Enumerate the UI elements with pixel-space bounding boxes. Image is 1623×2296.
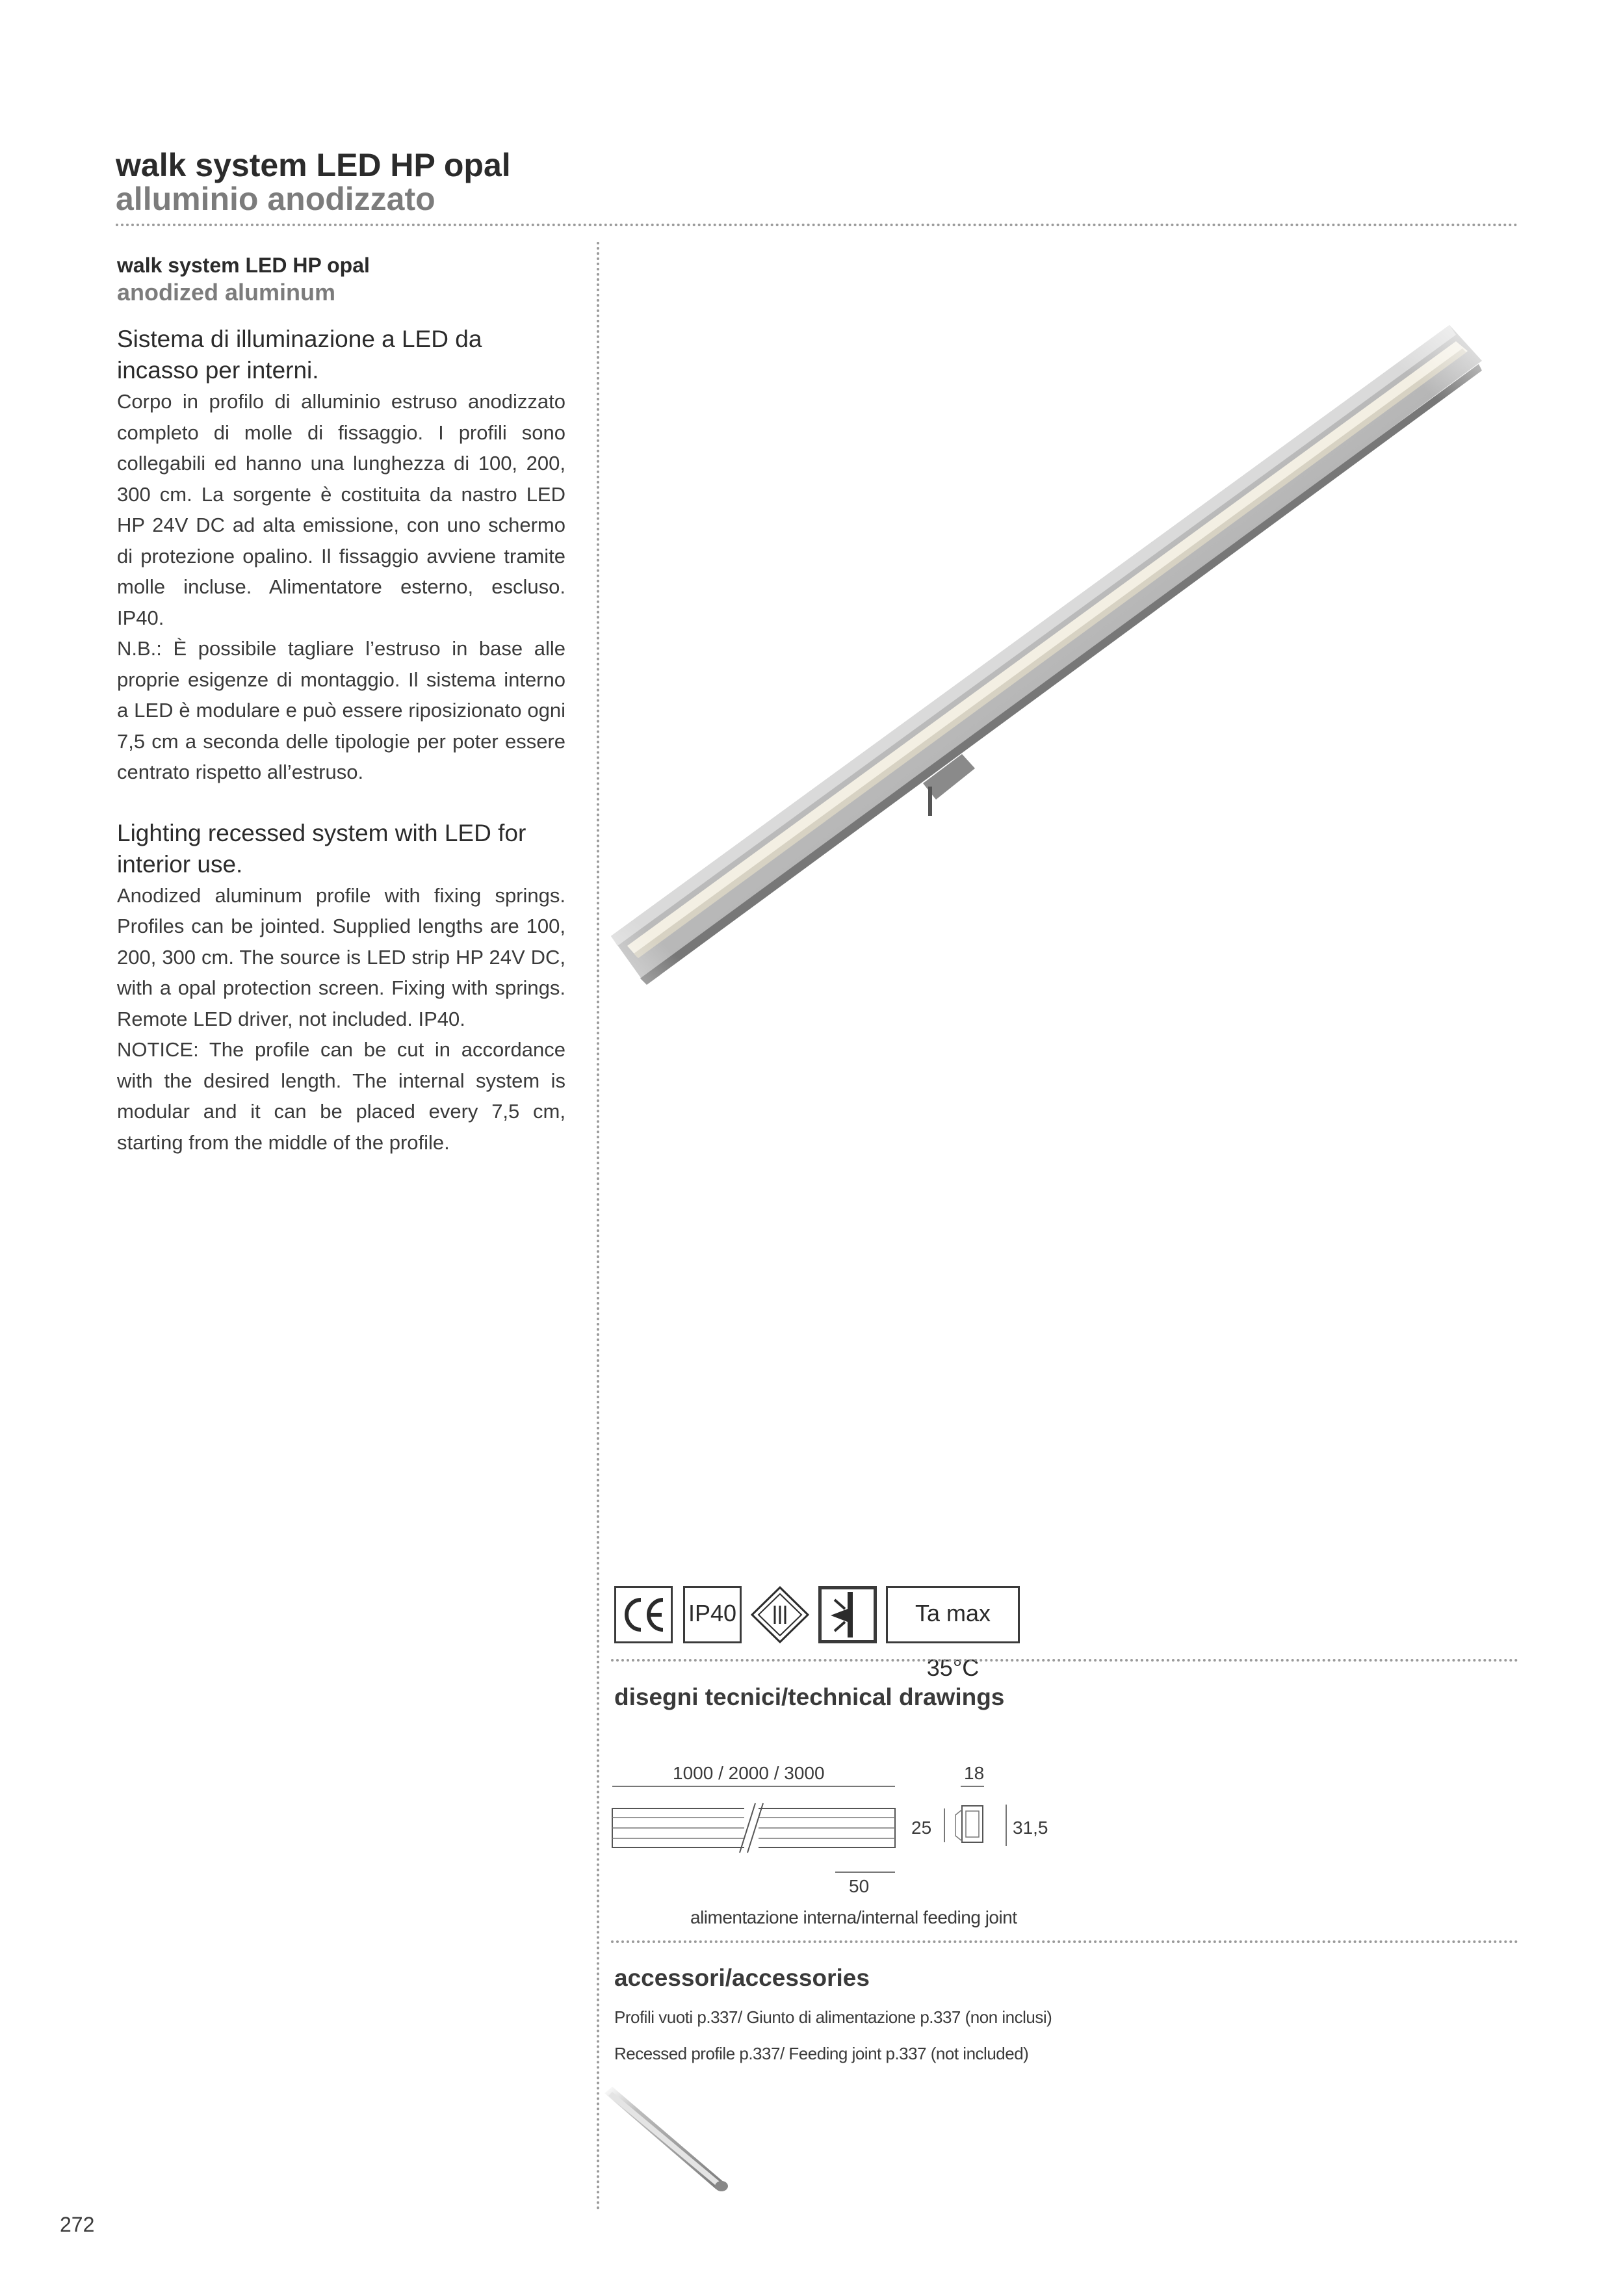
page-number: 272 — [60, 2213, 95, 2236]
ta-max-label: Ta max 35°C — [915, 1600, 991, 1681]
english-body: Anodized aluminum profile with fixing springs. Profiles can be jointed. Supplied lengths are 100, 200, 300 cm. The source is LED strip HP 24V DC, with a opal protection screen. Fixing with springs. Remote LED driver, not included. IP40. — [117, 883, 565, 1030]
icons-divider — [611, 1659, 1518, 1662]
technical-drawing — [611, 1755, 1066, 1931]
title-sub: alluminio anodizzato — [116, 181, 435, 217]
english-heading: Lighting recessed system with LED for interior use. — [117, 819, 526, 878]
class-iii-icon — [751, 1586, 809, 1643]
drawings-divider — [611, 1940, 1518, 1943]
english-note: NOTICE: The profile can be cut in accordance with the desired length. The internal system is modular and it can be placed every 7,5 cm, starting from the middle of the profile. — [117, 1038, 565, 1154]
accessories-title: accessori/accessories — [614, 1964, 870, 1991]
product-finish: anodized aluminum — [117, 279, 336, 306]
drawing-caption: alimentazione interna/internal feeding joint — [690, 1907, 1017, 1927]
page-title — [116, 148, 511, 216]
installation-icon — [818, 1586, 877, 1643]
height-left-label: 25 — [911, 1818, 932, 1838]
width-label: 18 — [964, 1763, 985, 1783]
header-divider — [116, 224, 1518, 226]
italian-heading: Sistema di illuminazione a LED da incasso per interni. — [117, 326, 482, 384]
title-main: walk system LED HP opal — [116, 147, 511, 183]
product-name: walk system LED HP opal — [117, 254, 370, 277]
description-column — [117, 252, 565, 1158]
length-label: 1000 / 2000 / 3000 — [673, 1763, 825, 1783]
italian-note: N.B.: È possibile tagliare l’estruso in base alle proprie esigenze di montaggio. Il sistema interno a LED è modulare e può essere riposizionato ogni 7,5 cm a seconda delle tipologie per poter essere centrato rispetto all’estruso. — [117, 637, 565, 783]
height-right-label: 31,5 — [1013, 1818, 1048, 1838]
product-photo — [611, 306, 1508, 1086]
technical-drawings-title: disegni tecnici/technical drawings — [614, 1684, 1005, 1710]
accessory-photo — [604, 2080, 747, 2197]
bottom-label: 50 — [849, 1876, 870, 1896]
accessories-line-it: Profili vuoti p.337/ Giunto di alimentazione p.337 (non inclusi) — [614, 2007, 1052, 2027]
ce-mark-icon — [614, 1586, 673, 1643]
accessories-line-en: Recessed profile p.337/ Feeding joint p.337 (not included) — [614, 2044, 1029, 2063]
ip-rating-label: IP40 — [688, 1600, 737, 1626]
column-divider — [597, 242, 599, 2211]
profile-drawing-icon — [611, 1755, 1066, 1905]
italian-body: Corpo in profilo di alluminio estruso anodizzato completo di molle di fissaggio. I profili sono collegabili ed hanno una lunghezza di 100, 200, 300 cm. La sorgente è costituita da nastro LED HP 24V DC ad alta emissione, con uno schermo di protezione opalino. Il fissaggio avviene tramite molle incluse. Alimentatore esterno, escluso. IP40. — [117, 390, 565, 629]
